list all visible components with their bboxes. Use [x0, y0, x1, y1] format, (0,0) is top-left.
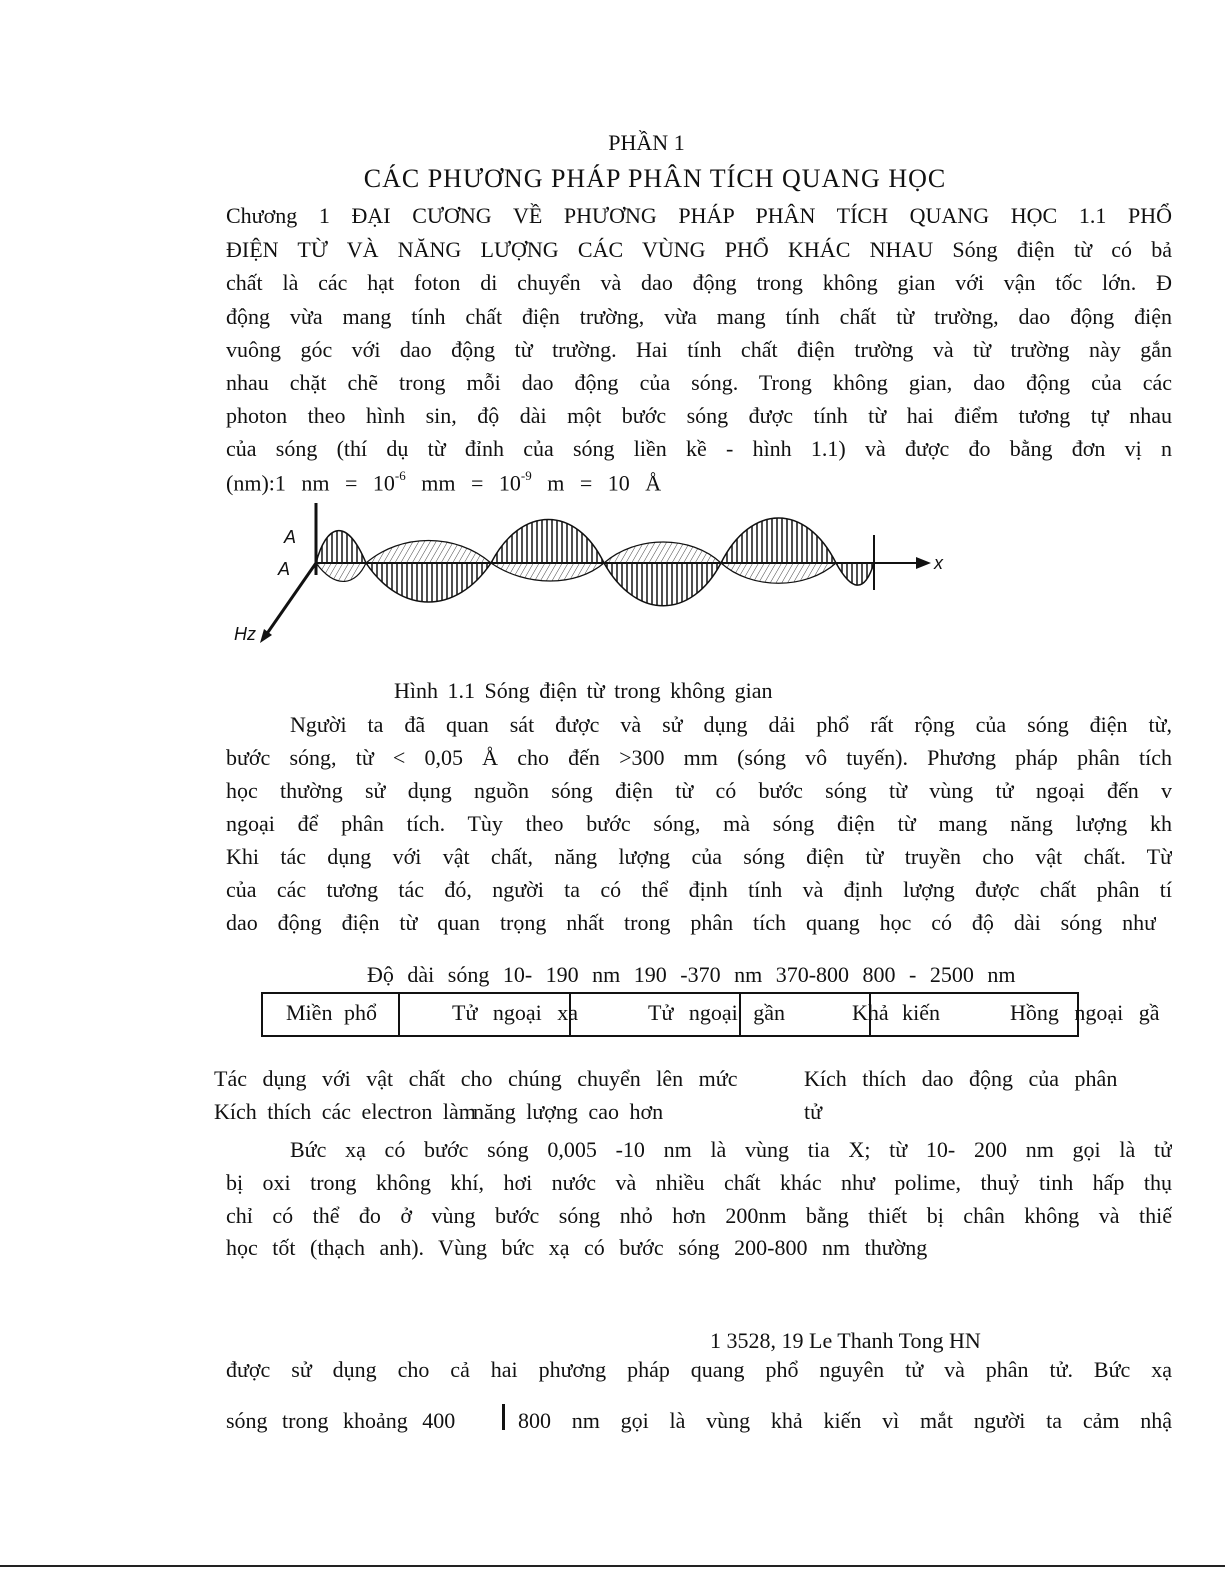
- table-cell: Hồng ngoại gầ: [1010, 1000, 1160, 1025]
- text-line: được sử dụng cho cả hai phương pháp quang phổ nguyên tử và phân tử. Bức xạ: [226, 1357, 1172, 1382]
- amplitude-label-2: A: [278, 559, 291, 579]
- text-line: 800 nm gọi là vùng khả kiến vì mắt người ta cảm nhậ: [518, 1408, 1172, 1433]
- table-row-effect-b: Kích thích dao động của phân: [804, 1066, 1118, 1091]
- table-row-effect-c: Kích thích các electron làm: [214, 1099, 476, 1124]
- text-line: ĐIỆN TỪ VÀ NĂNG LƯỢNG CÁC VÙNG PHỔ KHÁC NHAU Sóng điện từ có bả: [226, 237, 1172, 262]
- magnetic-axis-label: Hz: [234, 624, 256, 644]
- text-cursor-mark: [502, 1404, 505, 1430]
- text-line: Khi tác dụng với vật chất, năng lượng của sóng điện từ truyền cho vật chất. Từ: [226, 844, 1172, 869]
- text-line: ngoại để phân tích. Tùy theo bước sóng, mà sóng điện từ mang năng lượng kh: [226, 811, 1172, 836]
- text-line: của các tương tác đó, người ta có thể định tính và định lượng được chất phân tí: [226, 877, 1172, 902]
- text-line: sóng trong khoảng 400: [226, 1408, 456, 1433]
- text-line: động vừa mang tính chất điện trường, vừa mang tính chất từ trường, dao động điện: [226, 304, 1172, 329]
- text-line: học tốt (thạch anh). Vùng bức xạ có bước sóng 200-800 nm thường: [226, 1235, 928, 1260]
- text-line: nhau chặt chẽ trong mỗi dao động của sóng. Trong không gian, dao động của các: [226, 370, 1172, 395]
- table-header: Độ dài sóng 10- 190 nm 190 -370 nm 370-800 800 - 2500 nm: [367, 962, 1016, 987]
- text-line: bước sóng, từ < 0,05 Å cho đến >300 mm (sóng vô tuyến). Phương pháp phân tích: [226, 745, 1172, 770]
- table-cell: Miền phổ: [286, 1000, 377, 1025]
- table-cell: Tử ngoại xa: [452, 1000, 579, 1025]
- table-cell: Tử ngoại gần: [648, 1000, 786, 1025]
- text-line: của sóng (thí dụ từ đỉnh của sóng liền kề - hình 1.1) và được đo bằng đơn vị n: [226, 436, 1172, 461]
- text-line: photon theo hình sin, độ dài một bước sóng được tính từ hai điểm tương tự nhau: [226, 403, 1172, 428]
- footer-note: 1 3528, 19 Le Thanh Tong HN: [710, 1328, 981, 1353]
- wave-figure: [226, 495, 946, 655]
- table-row-effect-e: tử: [804, 1099, 823, 1124]
- text-line: Bức xạ có bước sóng 0,005 -10 nm là vùng tia X; từ 10- 200 nm gọi là tử: [290, 1137, 1172, 1162]
- text-line: học thường sử dụng nguồn sóng điện từ có bước sóng từ vùng tử ngoại đến v: [226, 778, 1172, 803]
- text-line: bị oxi trong không khí, hơi nước và nhiều chất khác như polime, thuỷ tinh hấp thụ: [226, 1170, 1172, 1195]
- table-cell: Khả kiến: [852, 1000, 941, 1025]
- amplitude-label-1: A: [284, 527, 297, 547]
- part-title: CÁC PHƯƠNG PHÁP PHÂN TÍCH QUANG HỌC: [363, 164, 947, 193]
- figure-caption: Hình 1.1 Sóng điện từ trong không gian: [394, 678, 773, 703]
- part-label: PHẦN 1: [608, 130, 685, 155]
- table-row-effect-d: năng lượng cao hơn: [473, 1099, 664, 1124]
- text-line: chỉ có thể đo ở vùng bước sóng nhỏ hơn 200nm bằng thiết bị chân không và thiế: [226, 1203, 1172, 1228]
- table-divider: [398, 992, 400, 1037]
- text-line: Người ta đã quan sát được và sử dụng dải phổ rất rộng của sóng điện từ,: [290, 712, 1172, 737]
- text-line: vuông góc với dao động từ trường. Hai tính chất điện trường và từ trường này gắn: [226, 337, 1172, 362]
- em-wave-diagram: [226, 495, 946, 655]
- unit-formula: (nm):1 nm = $10^{-6}$ mm = $10^{-9}$ m = 10 Å: [226, 468, 662, 496]
- x-axis-label: x: [934, 553, 943, 573]
- text-line: Chương 1 ĐẠI CƯƠNG VỀ PHƯƠNG PHÁP PHÂN TÍCH QUANG HỌC 1.1 PHỔ: [226, 203, 1172, 228]
- table-row-effect-a: Tác dụng với vật chất cho chúng chuyển lên mức: [214, 1066, 738, 1091]
- page-bottom-rule: [0, 1565, 1225, 1567]
- text-line: chất là các hạt foton di chuyển và dao động trong không gian với vận tốc lớn. Đ: [226, 270, 1172, 295]
- text-line: dao động điện từ quan trọng nhất trong phân tích quang học có độ dài sóng như: [226, 910, 1156, 935]
